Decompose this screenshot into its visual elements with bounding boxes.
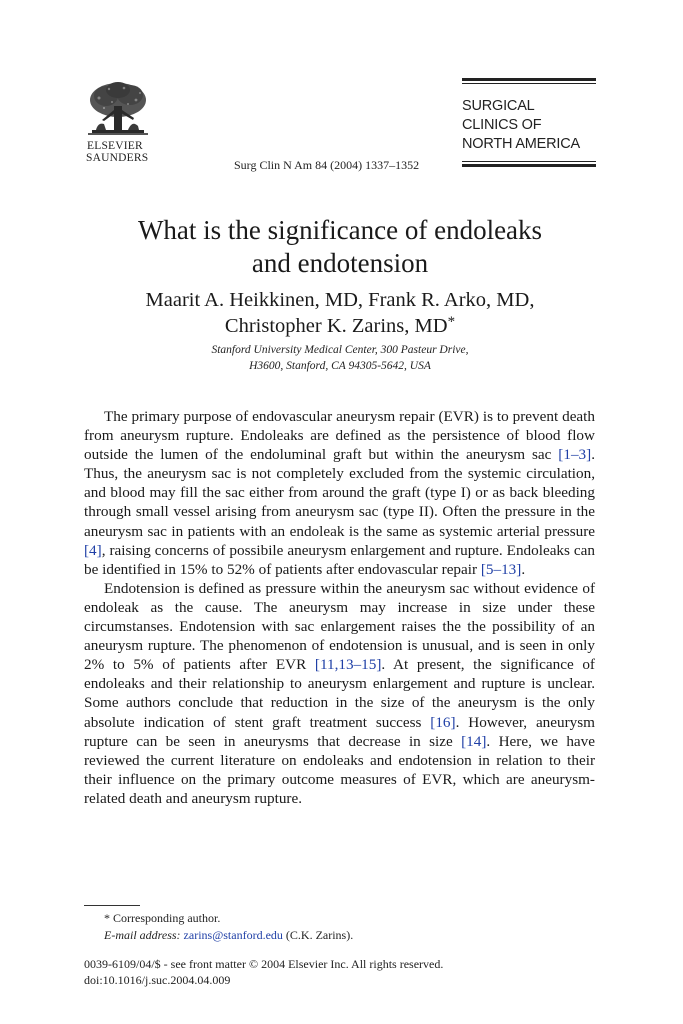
paragraph-1-text-3: , raising concerns of possibile aneurysm enlargement and rupture. Endoleaks can be identified in 15% to 52% of patients after endovascular repair [84,541,595,578]
paragraph-2-text-2: . At present, the significance of endoleaks and their relationship to aneurysm enlargement and rupture is unclear. Some authors conclude that reduction in the size of the aneurysm is the only absolute indication of stent graft treatment success [84,656,595,731]
masthead-rule-top-thin [462,83,596,84]
journal-name [462,97,596,154]
footnote-divider [84,905,140,906]
affiliation-line2: H3600, Stanford, CA 94305-5642, USA [249,360,431,372]
author-list [40,287,640,339]
email-suffix: (C.K. Zarins). [285,928,354,942]
journal-name-line1: SURGICAL [462,98,535,114]
article-body [84,407,595,808]
reference-link-16[interactable]: [16] [430,713,456,731]
page-header [0,0,683,180]
email-label: E-mail address: [104,928,181,942]
copyright-line: 0039-6109/04/$ - see front matter © 2004 Elsevier Inc. All rights reserved. [84,957,444,971]
paragraph-2-text-1: Endotension is defined as pressure within the aneurysm sac without evidence of endoleak as the cause. The aneurysm may increase in size under these circumstanses. Endotension with sac enlargement raises the the possibility of an aneurysm rupture. The phenomenon of endotension is unusual, and is seen in only 2% to 5% of patients after EVR [84,579,595,674]
corresponding-author-mark[interactable]: * [447,314,456,330]
journal-name-line3: NORTH AMERICA [462,136,580,152]
doi-line[interactable]: doi:10.1016/j.suc.2004.04.009 [84,973,231,987]
paragraph-1-text-4: . [521,560,526,578]
masthead-rule-bottom-thin [462,161,596,162]
paragraph-2 [84,579,595,808]
authors-line2-wrap [40,313,640,339]
paragraph-2-text-3: . However, aneurysm rupture can be seen in aneurysms that decrease in size [84,713,595,750]
footnote [104,910,353,944]
masthead-rule-top-thick [462,78,596,81]
email-link[interactable]: zarins@stanford.edu [183,928,283,942]
affiliation-line1: Stanford University Medical Center, 300 Pasteur Drive, [211,344,469,356]
publisher-name: ELSEVIER [87,140,143,152]
title-line1: What is the significance of endoleaks [137,215,543,245]
masthead-rule-bottom-thick [462,164,596,167]
publisher-logo [84,80,156,164]
corresponding-author-note: * Corresponding author. [104,911,221,925]
journal-citation: Surg Clin N Am 84 (2004) 1337–1352 [234,158,420,172]
elsevier-tree-icon [84,80,152,138]
reference-link-1-3[interactable]: [1–3] [558,446,592,464]
paragraph-2-text-4: . Here, we have reviewed the current literature on endoleaks and endotension in relation to their their influence on the primary outcome measures of EVR, which are aneurysm-related death and aneurysm rupture. [84,732,595,807]
paragraph-1-text-2: . Thus, the aneurysm sac is not completely excluded from the systemic circulation, and blood may fill the sac either from around the graft (type I) or as back bleeding through small vessel arising from aneurysm sac (type II). Often the pressure in the aneurysm sac in patients with an endoleak is the same as systemic arterial pressure [84,446,595,540]
reference-link-11-13-15[interactable]: [11,13–15] [314,656,382,674]
title-line2: and endotension [251,248,429,278]
paragraph-1 [84,407,595,579]
reference-link-5-13[interactable]: [5–13] [480,560,522,578]
copyright-block [84,956,443,988]
article-title [40,214,640,280]
journal-name-line2: CLINICS OF [462,117,542,133]
journal-masthead [462,78,596,167]
reference-link-14[interactable]: [14] [461,732,487,750]
email-line [104,927,353,944]
author-affiliation [40,342,640,374]
reference-link-4[interactable]: [4] [84,541,102,559]
authors-line2: Christopher K. Zarins, MD [224,315,448,337]
authors-line1: Maarit A. Heikkinen, MD, Frank R. Arko, MD, [145,289,535,311]
publisher-imprint: SAUNDERS [86,152,149,164]
paragraph-1-text-1: The primary purpose of endovascular aneurysm repair (EVR) is to prevent death from aneurysm rupture. Endoleaks are defined as the persistence of blood flow outside the lumen of the endoluminal graft but within the aneurysm sac [84,408,595,464]
